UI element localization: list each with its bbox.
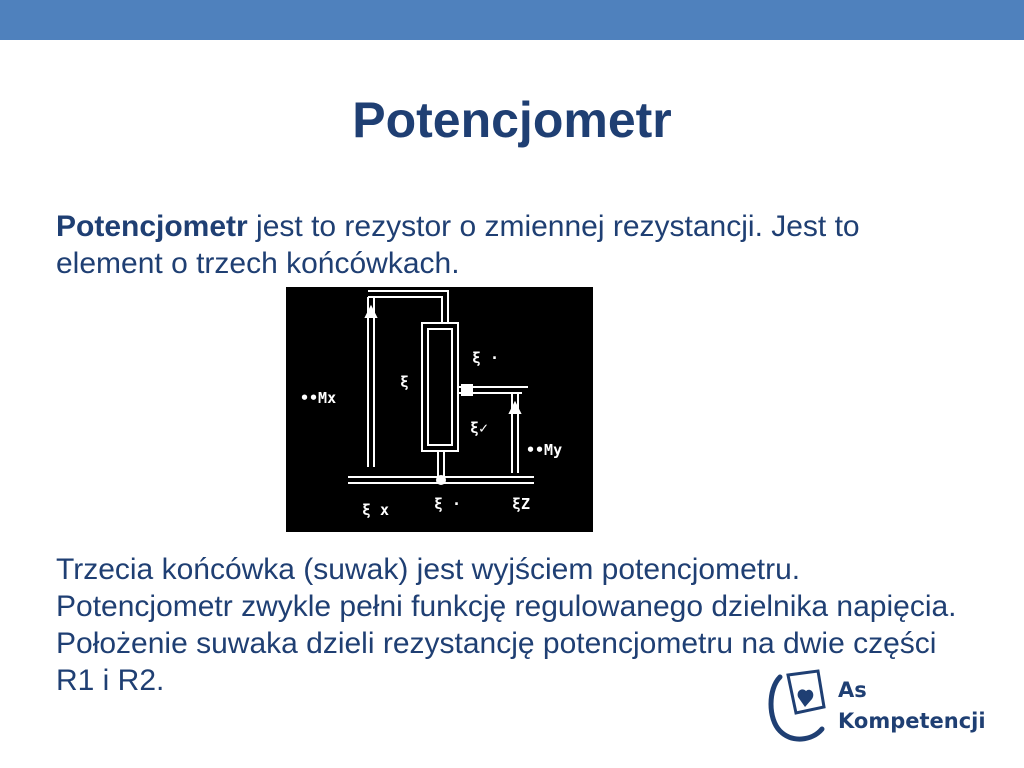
definition-paragraph — [56, 208, 966, 282]
label-input: ••Mx — [300, 389, 337, 407]
wiper-marker — [462, 385, 472, 395]
ground-node — [437, 476, 445, 484]
label-r2: ξ✓ — [470, 419, 489, 437]
slide-title: Potencjometr — [352, 92, 672, 148]
description-paragraph: Trzecia końcówka (suwak) jest wyjściem potencjometru. Potencjometr zwykle pełni funkcję regulowanego dzielnika napięcia. Położenie suwaka dzieli rezystancję potencjometru na dwie części R1 i R2. — [56, 553, 957, 697]
wire-top — [368, 297, 442, 323]
wire-top-inner — [368, 291, 448, 323]
label-output: ••My — [526, 441, 563, 459]
logo-text-kompetencji: Kompetencji — [838, 709, 986, 733]
top-accent-bar — [0, 0, 1024, 40]
logo-text-as: As — [838, 678, 867, 702]
as-kompetencji-logo — [766, 667, 998, 749]
label-terminal-1: ξ x — [362, 501, 390, 519]
potentiometer-diagram — [286, 287, 593, 532]
label-r1: ξ · — [472, 349, 500, 367]
definition-text: jest to rezystor o zmiennej rezystancji. Jest to element o trzech końcówkach. — [56, 210, 860, 280]
logo-emblem-icon — [766, 667, 832, 743]
label-r: ξ — [400, 373, 410, 391]
label-terminal-3: ξZ — [512, 495, 531, 513]
label-terminal-2: ξ · — [434, 495, 462, 513]
definition-term: Potencjometr — [56, 210, 248, 243]
